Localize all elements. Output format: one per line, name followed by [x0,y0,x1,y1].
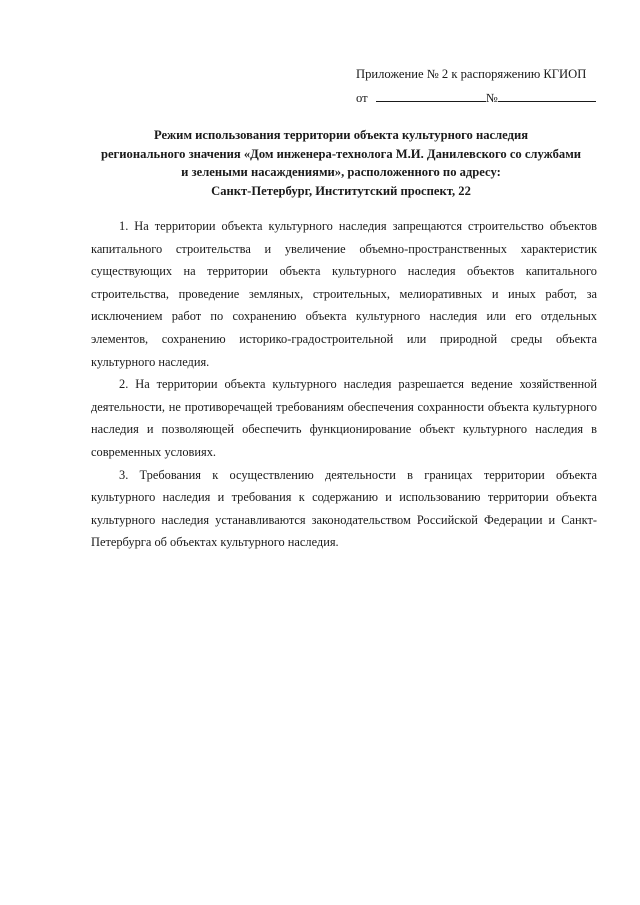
paragraph-1: 1. На территории объекта культурного наследия запрещаются строительство объектов капитального строительства и увеличение объемно-пространственных характеристик существующих на территории объекта культурного наследия объектов капитального строительства, проведение земляных, строительных, мелиоративных и иных работ, за исключением работ по сохранению объекта культурного наследия или его отдельных элементов, сохранению историко-градостроительной или природной среды объекта культурного наследия. [91,219,597,369]
title-line: Режим использования территории объекта культурного наследия [153,128,529,142]
number-blank-line [498,89,596,102]
appendix-header [356,62,596,110]
document-body [91,215,597,554]
appendix-reference: Приложение № 2 к распоряжению КГИОП [356,67,587,81]
date-number-line [356,86,596,110]
title-line: регионального значения «Дом инженера-технолога М.И. Данилевского со службами [100,146,582,161]
title-line: и зелеными насаждениями», расположенного по адресу: [181,165,501,179]
number-label: № [485,91,498,105]
document-title [80,126,602,200]
date-label: от [356,91,368,105]
title-line: Санкт-Петербург, Институтский проспект, 22 [211,183,471,198]
paragraph-2: 2. На территории объекта культурного наследия разрешается ведение хозяйственной деятельности, не противоречащей требованиям обеспечения сохранности объекта культурного наследия и позволяющей обеспечить функционирование объект культурного наследия в современных условиях. [91,377,597,459]
paragraph-3: 3. Требования к осуществлению деятельности в границах территории объекта культурного наследия и требования к содержанию и использованию территории объекта культурного наследия устанавливаются законодательством Российской Федерации и Санкт-Петербурга об объектах культурного наследия. [91,467,597,550]
date-blank-line [376,89,486,102]
